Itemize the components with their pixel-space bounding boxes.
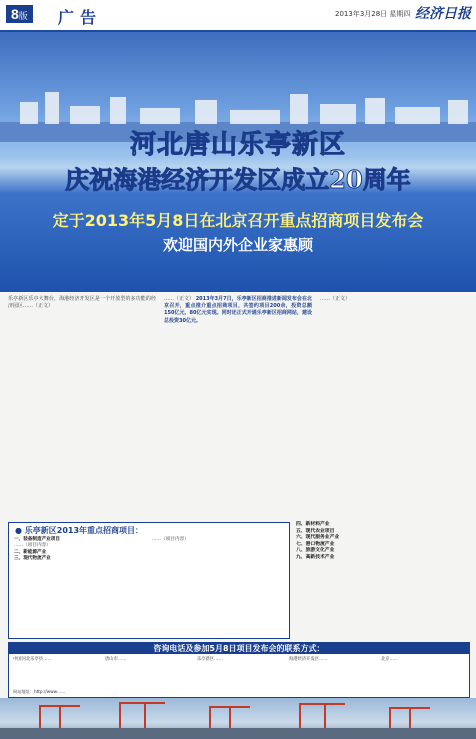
article-body — [8, 296, 468, 518]
project-category: 一、装备制造产业项目 — [14, 537, 60, 542]
article-column-1: 乐亭新区乐亭大舞台，海港经济开发区是一个开放型的多功能的经济园区……（正文） — [8, 296, 156, 310]
contact-website[interactable]: 网站地址：http://www…… — [13, 689, 66, 694]
contact-column: 唐山市…… — [105, 657, 127, 662]
project-category: 四、新材料产业 — [296, 522, 330, 527]
projects-right-column — [296, 522, 468, 561]
article-column-2-text: ……（正文） — [164, 296, 195, 302]
project-category: 二、新能源产业 — [14, 549, 47, 555]
page-number: 8版 — [6, 5, 33, 23]
contact-column: 海港经济开发区…… — [289, 657, 328, 662]
project-category: 七、港口物流产业 — [296, 541, 335, 547]
project-text: ……（项目内容） — [152, 537, 189, 542]
banner-subtitle: 庆祝海港经济开发区成立20周年 — [65, 165, 411, 194]
ad-banner — [0, 32, 476, 292]
banner-event-line: 定于2013年5月8日在北京召开重点招商项目发布会 — [52, 211, 424, 230]
issue-date: 2013年3月28日 星期四 — [335, 10, 411, 18]
contact-box — [8, 642, 470, 698]
project-category: 九、高新技术产业 — [296, 554, 335, 560]
project-text: ……（项目内容） — [14, 543, 51, 549]
projects-middle-column — [152, 537, 282, 543]
projects-box — [8, 522, 290, 639]
banner-title: 河北唐山乐亭新区 — [129, 130, 346, 160]
banner-welcome-line: 欢迎国内外企业家惠顾 — [162, 236, 313, 254]
projects-left-column — [14, 537, 144, 562]
project-category: 三、现代物流产业 — [14, 555, 51, 561]
article-highlight: 2013年3月7日，乐亭新区招商推进新闻发布会在北京召开，重点推介重点招商项目，共签约项目200余，投资总额150亿元，80亿元实现。同时还正式开通乐亭新区招商网站，建设总投资30亿元。 — [164, 296, 312, 324]
page-header — [0, 0, 476, 32]
projects-section — [8, 522, 468, 637]
section-title: 广告 — [58, 8, 103, 27]
newspaper-logo: 经济日报 — [415, 6, 471, 22]
contact-column: 北京…… — [381, 657, 399, 662]
contact-column: 乐亭新区…… — [197, 657, 223, 662]
article-column-3: ……（正文） — [320, 296, 351, 302]
contact-title: 咨询电话及参加5月8日项目发布会的联系方式： — [9, 643, 469, 654]
port-cranes-image — [0, 698, 476, 739]
projects-box-title: ● 乐亭新区2013年重点招商项目： — [15, 526, 144, 535]
contact-column: 中国河北乐亭县…… — [13, 657, 52, 662]
project-category: 八、旅游文化产业 — [296, 548, 335, 553]
article-column-2 — [164, 296, 312, 325]
project-category: 六、现代服务业产业 — [296, 535, 340, 540]
project-category: 五、现代农业项目 — [296, 528, 335, 534]
